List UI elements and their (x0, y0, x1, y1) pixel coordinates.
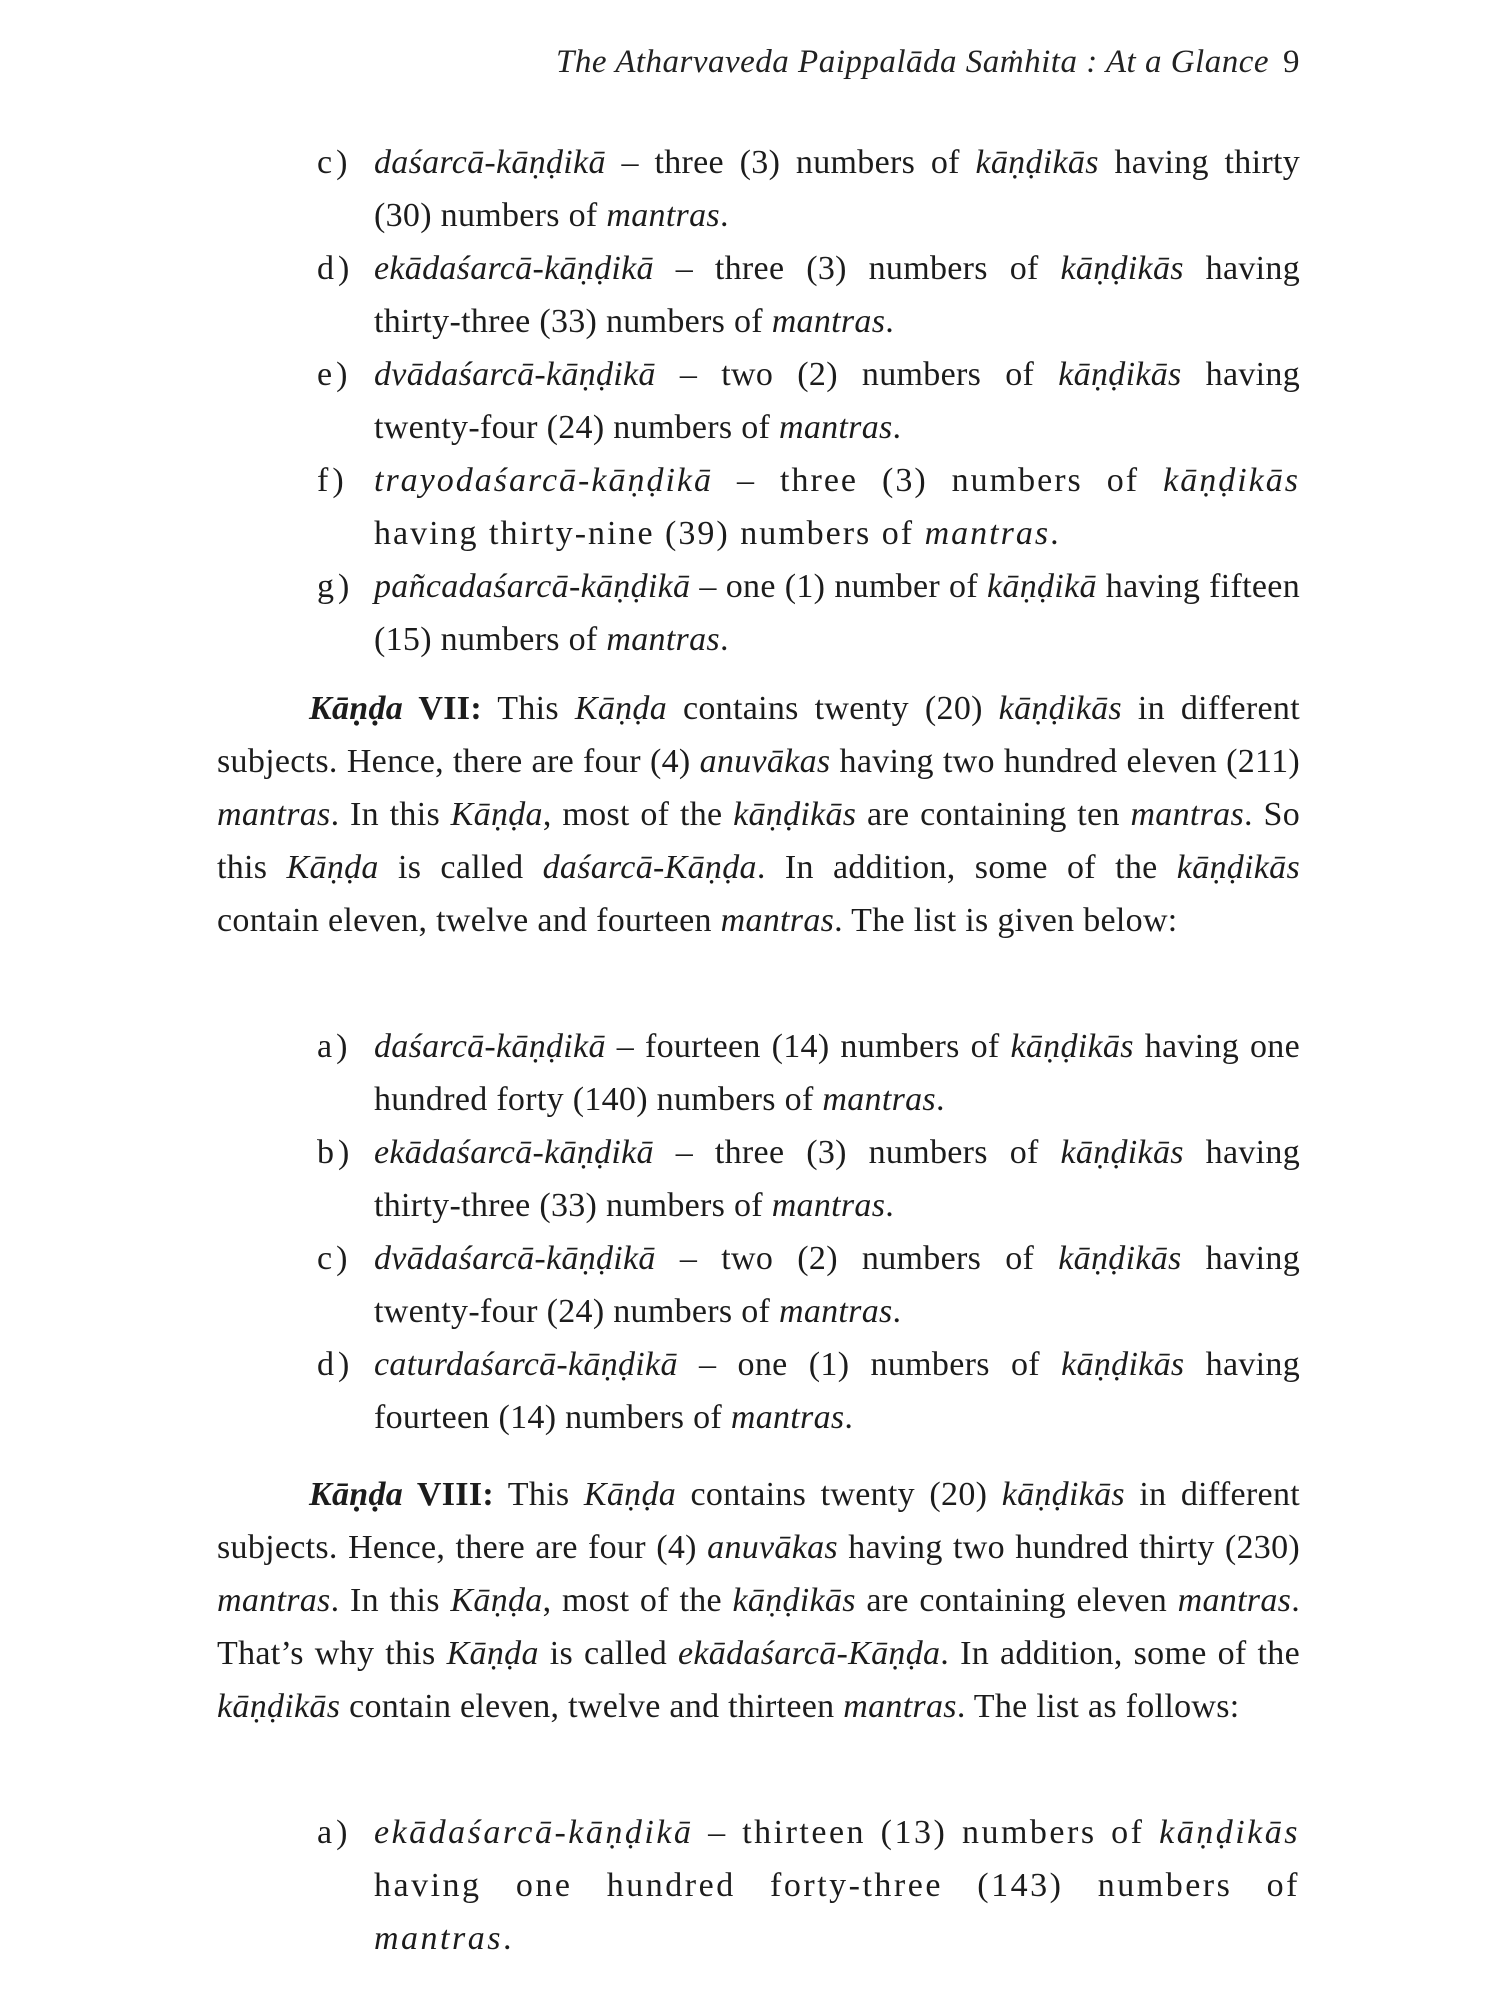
heading-number: VII: (403, 690, 482, 727)
item-text: having twenty-four (24) numbers of (374, 356, 1300, 446)
term: daśarcā-kāṇḍikā (374, 144, 606, 181)
term: ekādaśarcā-Kāṇḍa (678, 1635, 941, 1672)
item-text: – three (3) numbers of (653, 1134, 1061, 1171)
item-text: – three (3) numbers of (713, 462, 1164, 499)
term: Kāṇḍa (450, 796, 543, 833)
text: , most of the (542, 1582, 733, 1619)
list-label: c) (317, 144, 352, 181)
mantras-term: mantras (778, 409, 893, 446)
text: This (481, 690, 575, 727)
text: contain eleven, twelve and fourteen (217, 902, 721, 939)
running-header (440, 44, 1300, 81)
unit-term: kāṇḍikās (1060, 1134, 1184, 1171)
list-item (217, 560, 1300, 666)
term: caturdaśarcā-kāṇḍikā (374, 1346, 678, 1383)
text: . In addition, some of the (940, 1635, 1300, 1672)
list-label: c) (317, 1240, 352, 1277)
term: kāṇḍikās (732, 1582, 856, 1619)
list-item (217, 1126, 1300, 1232)
mantras-term: mantras (822, 1081, 936, 1118)
term: mantras (720, 902, 835, 939)
list-label: b) (317, 1134, 354, 1171)
mantras-term: mantras (374, 1920, 503, 1957)
page-number: 9 (1283, 44, 1300, 80)
term: kāṇḍikās (1001, 1476, 1125, 1513)
text: contain eleven, twelve and thirteen (340, 1688, 844, 1725)
item-text: – two (2) numbers of (655, 356, 1059, 393)
term: Kāṇḍa (583, 1476, 677, 1513)
text: . The list as follows: (956, 1688, 1240, 1725)
term: daśarcā-Kāṇḍa (542, 849, 757, 886)
item-text: having twenty-four (24) numbers of (374, 1240, 1300, 1330)
term: pañcadaśarcā-kāṇḍikā (374, 568, 691, 605)
item-end: . (935, 1081, 945, 1118)
text: . In this (330, 796, 451, 833)
list-label: g) (317, 568, 354, 605)
list-item (217, 136, 1300, 242)
list-item (217, 454, 1300, 560)
item-text: – three (3) numbers of (653, 250, 1061, 287)
term: kāṇḍikās (733, 796, 857, 833)
unit-term: kāṇḍikās (975, 144, 1099, 181)
item-text: having one hundred forty-three (143) numbers of (374, 1867, 1300, 1904)
item-end: . (502, 1920, 514, 1957)
item-text: having thirty-nine (39) numbers of (374, 515, 925, 552)
item-text: – one (1) numbers of (677, 1346, 1062, 1383)
mantras-term: mantras (730, 1399, 845, 1436)
term: mantras (217, 796, 331, 833)
term: daśarcā-kāṇḍikā (374, 1028, 606, 1065)
text: This (493, 1476, 584, 1513)
list-item (217, 1232, 1300, 1338)
list-label: e) (317, 356, 352, 393)
mantras-term: mantras (778, 1293, 893, 1330)
term: Kāṇḍa (574, 690, 668, 727)
heading-word: Kāṇḍa (309, 690, 404, 727)
list-label: a) (317, 1028, 352, 1065)
list-item (217, 1806, 1300, 1965)
item-end: . (719, 197, 729, 234)
item-text: – one (1) number of (690, 568, 988, 605)
item-end: . (844, 1399, 854, 1436)
list-kanda-viii (217, 1806, 1300, 1965)
text: in different subjects. Hence, there are four (4) (217, 690, 1300, 780)
text: in different subjects. Hence, there are four (4) (217, 1476, 1300, 1566)
mantras-term: mantras (771, 303, 886, 340)
kanda-viii-section (217, 1468, 1300, 1733)
text: . In addition, some of the (756, 849, 1177, 886)
kanda-vii-paragraph (217, 682, 1300, 947)
mantras-term: mantras (924, 515, 1051, 552)
term: anuvākas (699, 743, 831, 780)
kanda-vii-section (217, 682, 1300, 947)
list-kanda-vii (217, 1020, 1300, 1444)
term: dvādaśarcā-kāṇḍikā (374, 1240, 656, 1277)
item-text: – thirteen (13) numbers of (693, 1814, 1160, 1851)
item-text: having fourteen (14) numbers of (374, 1346, 1301, 1436)
unit-term: kāṇḍikās (1159, 1814, 1300, 1851)
list-item (217, 348, 1300, 454)
item-text: having one hundred forty (140) numbers of (374, 1028, 1300, 1118)
unit-term: kāṇḍikās (1058, 356, 1182, 393)
item-end: . (719, 621, 729, 658)
term: kāṇḍikās (217, 1688, 341, 1725)
term: Kāṇḍa (450, 1582, 543, 1619)
mantras-term: mantras (771, 1187, 886, 1224)
text: , most of the (542, 796, 734, 833)
text: contains twenty (20) (667, 690, 999, 727)
text: having two hundred eleven (211) (830, 743, 1301, 780)
item-end: . (885, 1187, 895, 1224)
item-text: having thirty (30) numbers of (374, 144, 1300, 234)
item-text: – two (2) numbers of (655, 1240, 1059, 1277)
item-end: . (892, 1293, 902, 1330)
item-text: – fourteen (14) numbers of (605, 1028, 1011, 1065)
text: contains twenty (20) (676, 1476, 1002, 1513)
term: mantras (1130, 796, 1245, 833)
term: trayodaśarcā-kāṇḍikā (374, 462, 714, 499)
item-text: having thirty-three (33) numbers of (374, 250, 1300, 340)
unit-term: kāṇḍikās (1061, 1346, 1185, 1383)
term: kāṇḍikās (1176, 849, 1301, 886)
term: mantras (217, 1582, 331, 1619)
mantras-term: mantras (606, 621, 720, 658)
running-title: The Atharvaveda Paippalāda Saṁhita : At a Glance (556, 44, 1269, 80)
term: ekādaśarcā-kāṇḍikā (374, 1134, 654, 1171)
heading-number: VIII: (403, 1476, 494, 1513)
heading-word: Kāṇḍa (309, 1476, 404, 1513)
text: . That’s why this (217, 1582, 1300, 1672)
list-label: f) (317, 462, 348, 499)
mantras-term: mantras (606, 197, 720, 234)
list-item (217, 1020, 1300, 1126)
list-item (217, 242, 1300, 348)
unit-term: kāṇḍikās (1060, 250, 1184, 287)
list-label: d) (317, 250, 354, 287)
item-end: . (1050, 515, 1061, 552)
item-text: having thirty-three (33) numbers of (374, 1134, 1300, 1224)
term: Kāṇḍa (286, 849, 379, 886)
term: ekādaśarcā-kāṇḍikā (374, 1814, 694, 1851)
term: Kāṇḍa (446, 1635, 539, 1672)
unit-term: kāṇḍikās (1010, 1028, 1134, 1065)
kanda-viii-paragraph (217, 1468, 1300, 1733)
list-label: d) (317, 1346, 354, 1383)
item-text: having fifteen (15) numbers of (374, 568, 1300, 658)
term: mantras (1177, 1582, 1292, 1619)
item-end: . (892, 409, 902, 446)
text: . In this (330, 1582, 451, 1619)
text: is called (378, 849, 543, 886)
term: mantras (843, 1688, 957, 1725)
term: dvādaśarcā-kāṇḍikā (374, 356, 656, 393)
list-label: a) (317, 1814, 352, 1851)
text: . The list is given below: (834, 902, 1178, 939)
text: . So this (217, 796, 1301, 886)
text: having two hundred thirty (230) (837, 1529, 1301, 1566)
item-end: . (885, 303, 895, 340)
unit-term: kāṇḍikā (987, 568, 1097, 605)
list-kanda-vi (217, 136, 1300, 666)
unit-term: kāṇḍikās (1058, 1240, 1182, 1277)
term: ekādaśarcā-kāṇḍikā (374, 250, 654, 287)
list-item (217, 1338, 1300, 1444)
text: are containing ten (856, 796, 1131, 833)
text: is called (538, 1635, 679, 1672)
text: are containing eleven (855, 1582, 1178, 1619)
item-text: – three (3) numbers of (605, 144, 976, 181)
term: kāṇḍikās (998, 690, 1122, 727)
term: anuvākas (707, 1529, 838, 1566)
unit-term: kāṇḍikās (1163, 462, 1300, 499)
